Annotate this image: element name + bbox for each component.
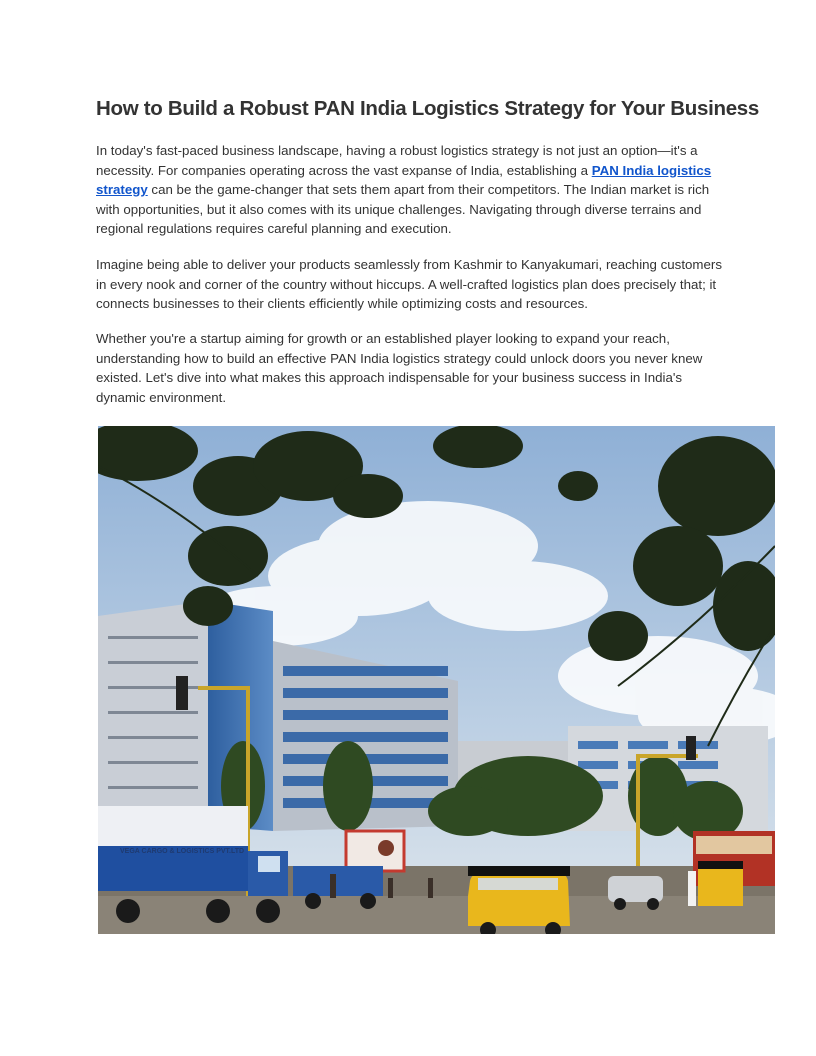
- body-paragraph-3: Whether you're a startup aiming for growth or an established player looking to expand your reach, understanding how to build an effective PAN India logistics strategy could unlock doors you never knew existed. Let's dive into what makes this approach indispensable for your business success in India's dynamic environment.: [96, 331, 703, 405]
- auto-right: [698, 861, 743, 906]
- autorickshaw: [468, 866, 570, 934]
- intro-text-start: In today's fast-paced business landscape, having a robust logistics strategy is not just an option—it's a necessity. For companies operating across the vast expanse of India, establishing a: [96, 143, 698, 178]
- street-photo: [98, 426, 775, 934]
- intro-paragraph: [96, 141, 726, 239]
- truck-sign: VEGA CARGO & LOGISTICS PVT.LTD: [120, 848, 245, 855]
- body-paragraph-2: Imagine being able to deliver your products seamlessly from Kashmir to Kanyakumari, reaching customers in every nook and corner of the country without hiccups. A well-crafted logistics plan does precisely that; it connects businesses to their clients efficiently while optimizing costs and resources.: [96, 257, 722, 312]
- article-title: How to Build a Robust PAN India Logistics Strategy for Your Business: [96, 97, 760, 120]
- billboard: [346, 831, 404, 871]
- intro-text-end: can be the game-changer that sets them apart from their competitors. The Indian market is rich with opportunities, but it also comes with its unique challenges. Navigating through diverse terrains and regional regulations requires careful planning and execution.: [96, 182, 710, 237]
- pan-india-logistics-link[interactable]: PAN India logistics strategy: [96, 162, 712, 198]
